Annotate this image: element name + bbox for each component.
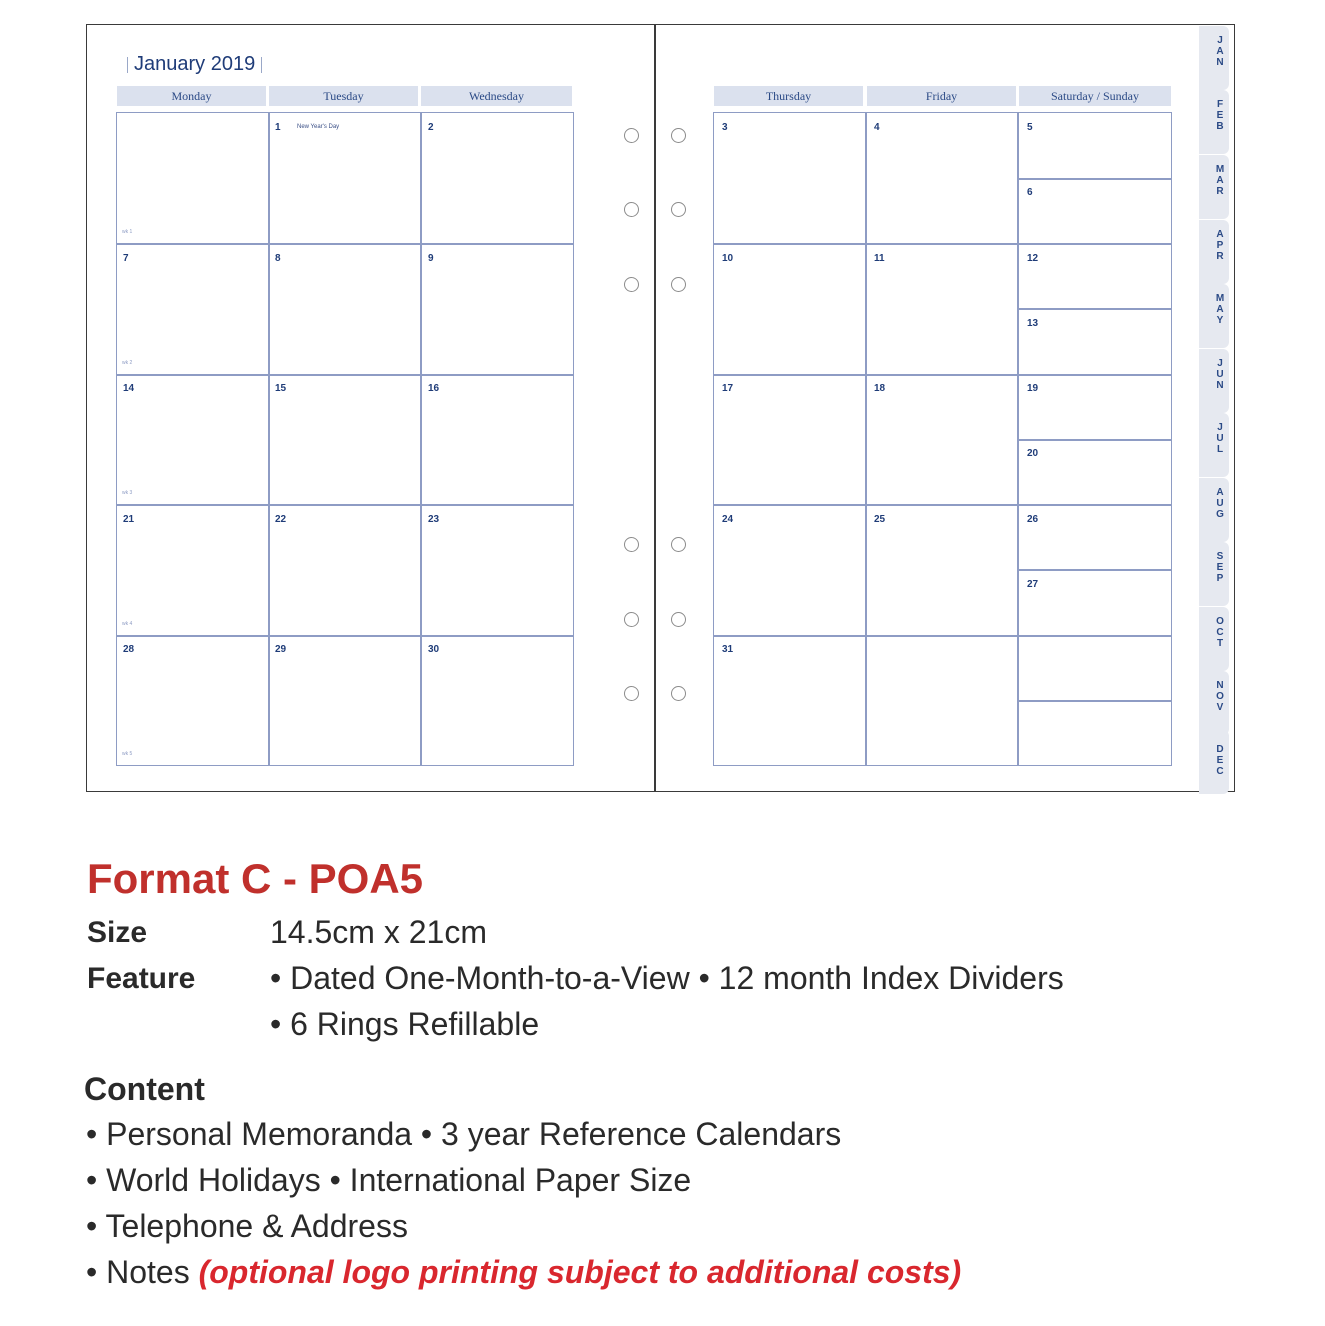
ring-hole	[624, 128, 639, 143]
left-month-grid	[116, 112, 574, 766]
feature-line-1: • Dated One-Month-to-a-View • 12 month Index Dividers	[270, 960, 1064, 996]
size-value: 14.5cm x 21cm	[270, 914, 487, 950]
content-line-4-prefix: • Notes	[86, 1254, 199, 1290]
right-month-grid	[713, 112, 1172, 766]
logo-printing-note: (optional logo printing subject to additional costs)	[198, 1254, 962, 1290]
month-tab-label: J U L	[1216, 422, 1224, 455]
date-number: 27	[1027, 579, 1039, 590]
ring-hole	[624, 202, 639, 217]
month-tab-label: S E P	[1216, 551, 1224, 584]
ring-hole	[624, 686, 639, 701]
content-line-2: • World Holidays • International Paper Size	[86, 1162, 692, 1198]
month-tab-label: M A R	[1215, 164, 1225, 197]
date-number: 5	[1027, 122, 1033, 133]
day-header-thursday: Thursday	[714, 86, 863, 106]
date-number: 25	[874, 514, 886, 525]
ring-hole	[671, 128, 686, 143]
date-number: 21	[123, 514, 135, 525]
month-tab-label: A P R	[1216, 229, 1224, 262]
day-header-wednesday: Wednesday	[421, 86, 572, 106]
date-number: 2	[428, 122, 434, 133]
day-header-monday: Monday	[117, 86, 266, 106]
ring-hole	[671, 612, 686, 627]
month-tab-label: J U N	[1216, 358, 1224, 391]
day-header-friday: Friday	[867, 86, 1016, 106]
date-number: 9	[428, 253, 434, 264]
ring-hole	[671, 202, 686, 217]
date-number: 8	[275, 253, 281, 264]
date-number: 19	[1027, 383, 1039, 394]
month-tab-label: A U G	[1216, 487, 1224, 520]
date-number: 30	[428, 644, 440, 655]
date-number: 10	[722, 253, 734, 264]
date-number: 31	[722, 644, 734, 655]
feature-line-2: • 6 Rings Refillable	[270, 1006, 540, 1042]
date-number: 22	[275, 514, 287, 525]
week-label: wk 1	[122, 229, 133, 235]
month-tab-label: N O V	[1216, 680, 1224, 713]
ring-hole	[671, 537, 686, 552]
day-header-weekend: Saturday / Sunday	[1019, 86, 1171, 106]
ring-hole	[624, 277, 639, 292]
date-number: 14	[123, 383, 135, 394]
date-number: 29	[275, 644, 287, 655]
date-number: 28	[123, 644, 135, 655]
date-number: 20	[1027, 448, 1039, 459]
ring-hole	[671, 686, 686, 701]
date-number: 11	[874, 253, 885, 264]
month-tab-label: J A N	[1216, 35, 1224, 68]
week-label: wk 5	[122, 751, 133, 757]
content-label: Content	[84, 1071, 205, 1107]
month-tab-label: M A Y	[1215, 293, 1225, 326]
holiday-note: New Year's Day	[297, 124, 340, 130]
content-line-1: • Personal Memoranda • 3 year Reference Calendars	[86, 1116, 842, 1152]
month-tab-label: F E B	[1216, 99, 1224, 132]
month-title: January 2019	[121, 53, 268, 76]
date-number: 26	[1027, 514, 1039, 525]
date-number: 23	[428, 514, 440, 525]
date-number: 6	[1027, 187, 1033, 198]
date-number: 3	[722, 122, 728, 133]
date-number: 15	[275, 383, 287, 394]
date-number: 18	[874, 383, 886, 394]
feature-label: Feature	[87, 962, 196, 995]
date-number: 24	[722, 514, 734, 525]
date-number: 17	[722, 383, 734, 394]
size-label: Size	[87, 916, 148, 949]
ring-hole	[671, 277, 686, 292]
day-header-tuesday: Tuesday	[269, 86, 418, 106]
week-label: wk 2	[122, 360, 133, 366]
date-number: 16	[428, 383, 440, 394]
month-tab-label: O C T	[1216, 616, 1224, 649]
ring-hole	[624, 537, 639, 552]
content-line-3: • Telephone & Address	[86, 1208, 408, 1244]
week-label: wk 4	[122, 621, 133, 627]
content-line-4	[86, 1254, 961, 1291]
planner-spine	[654, 25, 656, 791]
ring-hole	[624, 612, 639, 627]
planner-spread	[86, 24, 1235, 792]
date-number: 4	[874, 122, 880, 133]
product-title: Format C - POA5	[87, 855, 424, 902]
date-number: 7	[123, 253, 129, 264]
week-label: wk 3	[122, 490, 133, 496]
date-number: 12	[1027, 253, 1039, 264]
date-number: 13	[1027, 318, 1039, 329]
date-number: 1	[275, 122, 281, 133]
month-tab-label: D E C	[1216, 744, 1224, 777]
